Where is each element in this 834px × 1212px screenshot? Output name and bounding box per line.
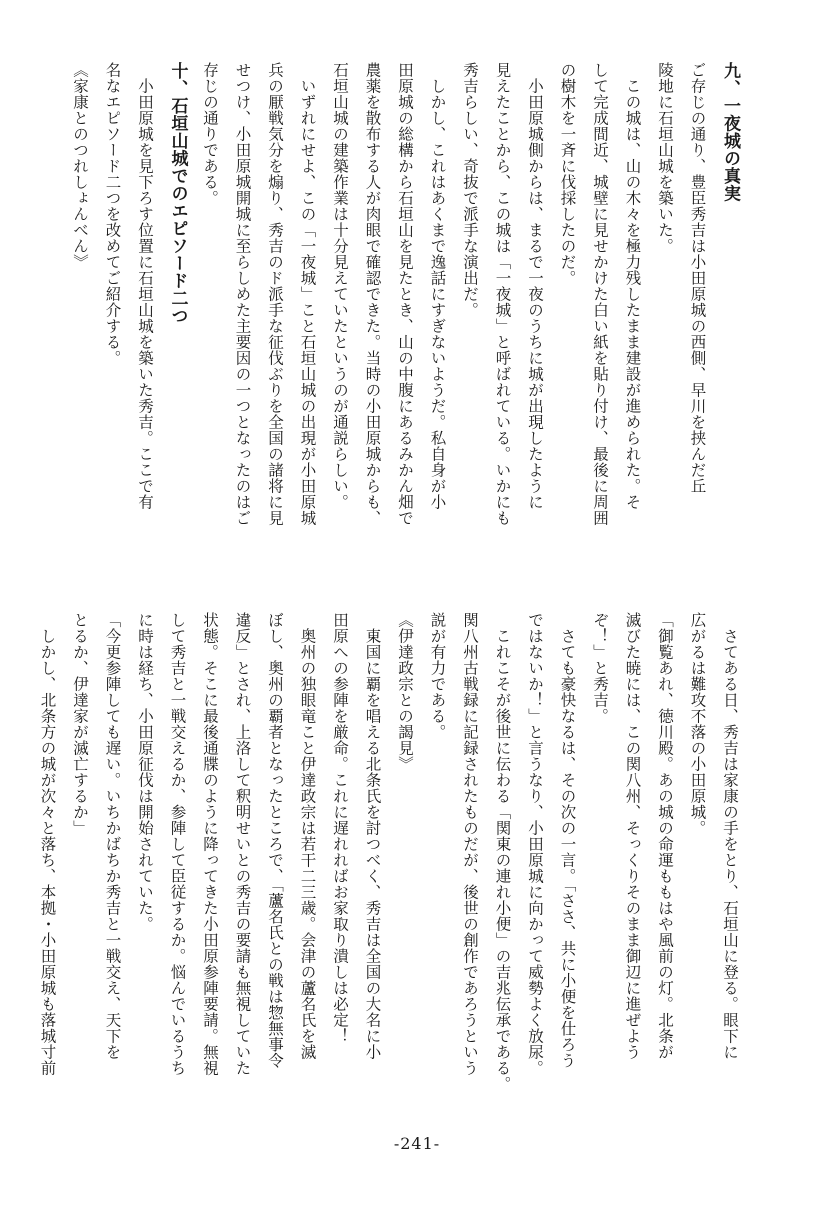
page-number: -241- xyxy=(393,1134,441,1153)
text-line: 陵地に石垣山城を築いた。 xyxy=(656,62,674,254)
text-line: ご存じの通り、豊臣秀吉は小田原城の西側、早川を挟んだ丘 xyxy=(688,62,707,494)
text-line: 東国に覇を唱える北条氏を討つべく、秀吉は全国の大名に小 xyxy=(363,612,382,1060)
text-line: 奥州の独眼竜こと伊達政宗は若干二三歳。会津の蘆名氏を滅 xyxy=(298,612,317,1060)
text-line: に時は経ち、小田原征伐は開始されていた。 xyxy=(136,612,154,932)
top-text-block xyxy=(64,62,747,572)
text-line: して完成間近、城壁に見せかけた白い紙を貼り付け、最後に周囲 xyxy=(591,62,609,526)
text-line: 状態。そこに最後通牒のように降ってきた小田原参陣要請。無視 xyxy=(201,612,219,1076)
text-line: この城は、山の木々を極力残したまま建設が進められた。そ xyxy=(623,62,642,510)
text-line: 田原への参陣を厳命。これに遅れればお家取り潰しは必定！ xyxy=(331,612,349,1044)
text-line: さてある日、秀吉は家康の手をとり、石垣山に登る。眼下に xyxy=(721,612,739,1060)
subheading-ieyasu: 《家康とのつれしょんべん》 xyxy=(71,62,89,270)
text-line: 農薬を散布する人が肉眼で確認できた。当時の小田原城からも、 xyxy=(363,62,382,526)
text-line: せつけ、小田原城開城に至らしめた主要因の一つとなったのはご xyxy=(233,62,252,526)
text-line: これこそが後世に伝わる「関東の連れ小便」の吉兆伝承である。 xyxy=(493,612,512,1092)
text-line: ぼし、奥州の覇者となったところで、「蘆名氏との戦は惣無事令 xyxy=(266,612,284,1069)
text-line: しかし、これはあくまで逸話にすぎないようだ。私自身が小 xyxy=(428,62,447,510)
text-line: 存じの通りである。 xyxy=(201,62,219,206)
text-line: 兵の厭戦気分を煽り、秀吉のド派手な征伐ぶりを全国の諸将に見 xyxy=(266,62,284,526)
section-heading-ten: 十、石垣山城でのエピソード二つ xyxy=(167,62,188,325)
text-line: しかし、北条方の城が次々と落ち、本拠・小田原城も落城寸前 xyxy=(38,612,57,1076)
text-line: 秀吉らしい、奇抜で派手な演出だ。 xyxy=(461,62,479,318)
text-line: の樹木を一斉に伐採したのだ。 xyxy=(558,62,577,286)
text-line: 滅びた暁には、この関八州、そっくりそのまま御辺に進ぜよう xyxy=(623,612,642,1060)
text-line: さても豪快なるは、その次の一言。「ささ、共に小便を仕ろう xyxy=(558,612,577,1069)
text-line: 田原城の総構から石垣山を見たとき、山の中腹にあるみかん畑で xyxy=(396,62,414,526)
text-line: ではないか！」と言うなり、小田原城に向かって威勢よく放尿。 xyxy=(526,612,544,1076)
bottom-text-block xyxy=(31,612,746,1122)
text-line: 広がるは難攻不落の小田原城。 xyxy=(688,612,707,836)
text-line: して秀吉と一戦交えるか、参陣して臣従するか。悩んでいるうち xyxy=(168,612,187,1076)
text-line: 関八州古戦録に記録されたものだが、後世の創作であろうという xyxy=(461,612,479,1076)
text-line: 説が有力である。 xyxy=(428,612,447,740)
text-line: 「今更参陣しても遅い。いちかばちか秀吉と一戦交え、天下を xyxy=(103,612,122,1060)
subheading-masamune: 《伊達政宗との謁見》 xyxy=(396,612,414,772)
text-line: 小田原城側からは、まるで一夜のうちに城が出現したように xyxy=(526,62,544,510)
text-line: いずれにせよ、この「一夜城」こと石垣山城の出現が小田原城 xyxy=(298,62,317,526)
text-line: 「御覧あれ、徳川殿。あの城の命運ももはや風前の灯。北条が xyxy=(656,612,674,1060)
text-line: 石垣山城の建築作業は十分見えていたというのが通説らしい。 xyxy=(331,62,349,510)
text-line: 違反」とされ、上洛して釈明せいとの秀吉の要請も無視していた xyxy=(233,612,252,1076)
text-line: とるか、伊達家が滅亡するか」 xyxy=(71,612,89,836)
text-line: 小田原城を見下ろす位置に石垣山城を築いた秀吉。ここで有 xyxy=(136,62,154,510)
text-line: 名なエピソード二つを改めてご紹介する。 xyxy=(103,62,122,366)
text-line: 見えたことから、この城は「一夜城」と呼ばれている。いかにも xyxy=(493,62,512,526)
section-heading-nine: 九、一夜城の真実 xyxy=(720,62,740,202)
text-line: ぞ！」と秀吉。 xyxy=(591,612,609,724)
